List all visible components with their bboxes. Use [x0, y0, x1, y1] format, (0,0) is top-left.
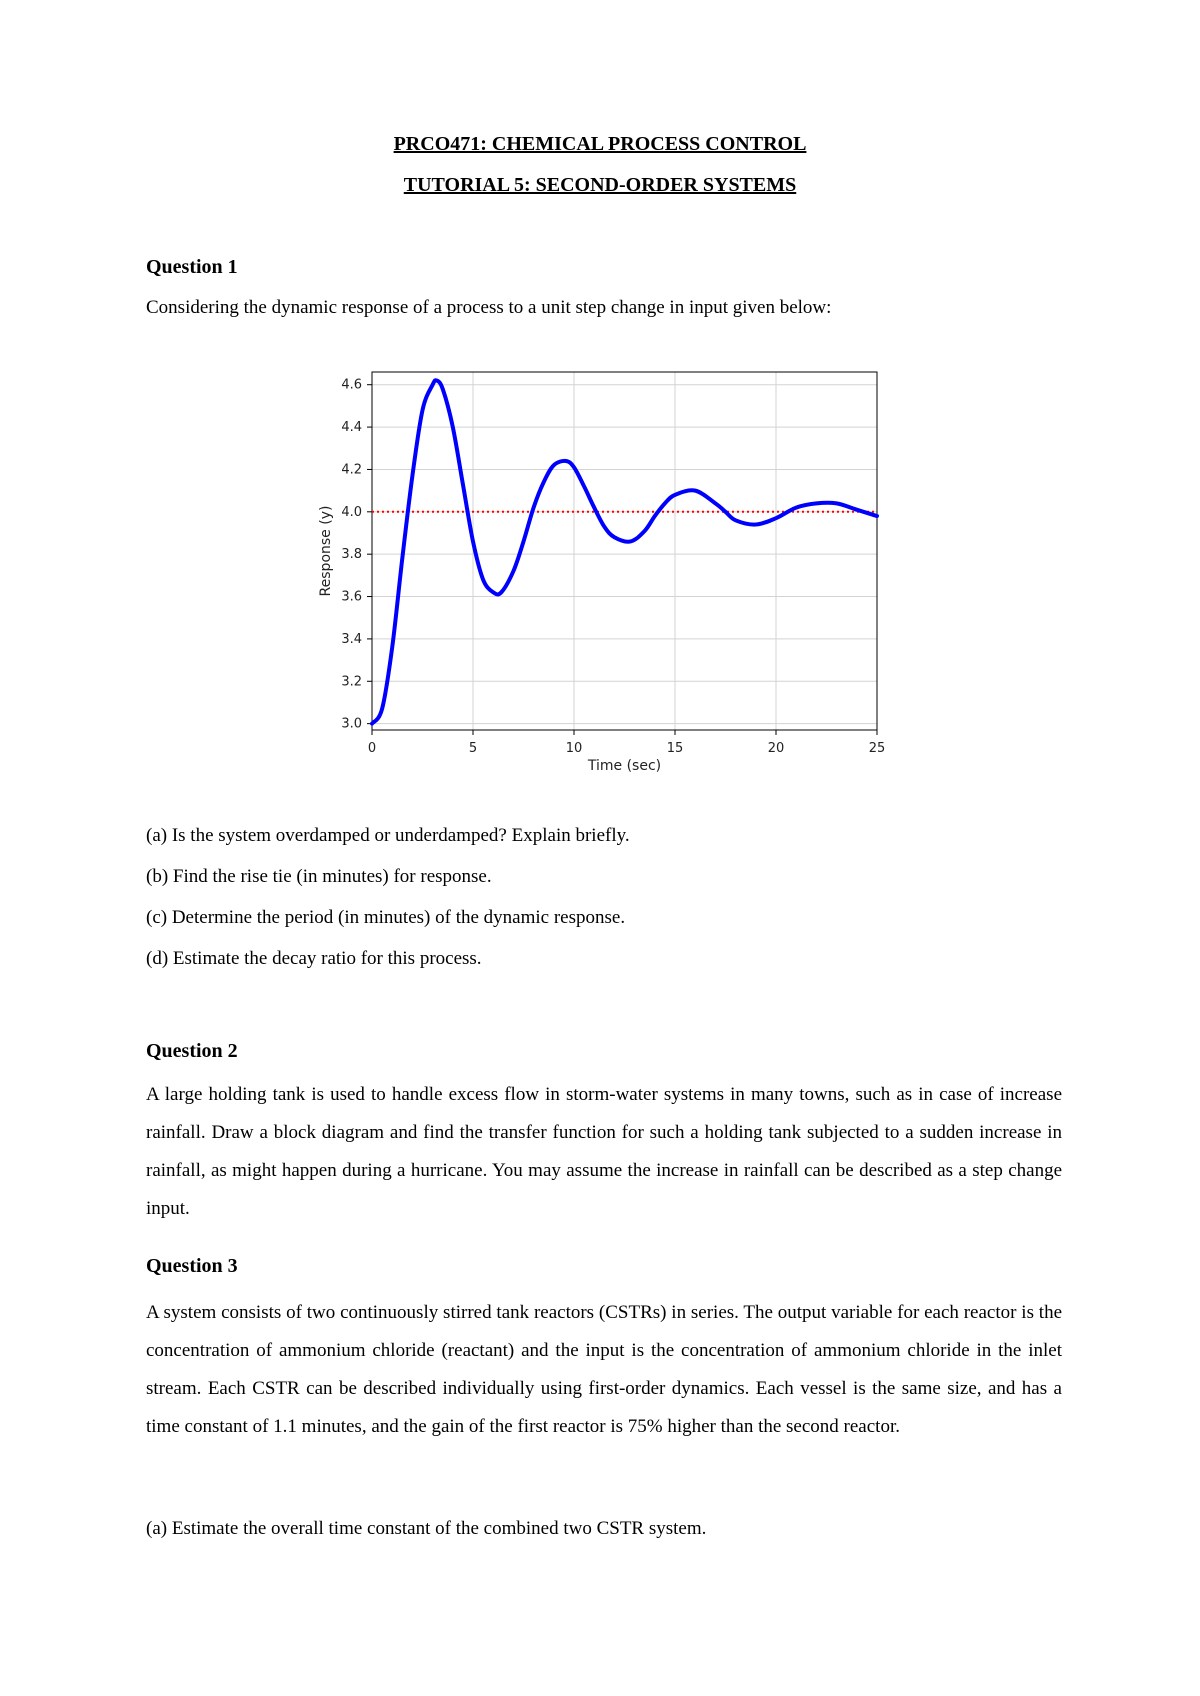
plot-frame — [372, 372, 877, 730]
question-2-text: A large holding tank is used to handle excess flow in storm-water systems in many towns, such as in case of increase rainfall. Draw a block diagram and find the transfer function for such a holding tank subjected to a sudden increase in rainfall, as might happen during a hurricane. You may assume the increase in rainfall can be described as a step change input. — [146, 1084, 1062, 1219]
y-tick-label: 4.2 — [341, 462, 362, 478]
question-1-part-d: (d) Estimate the decay ratio for this process. — [146, 948, 482, 969]
x-tick-label: 5 — [468, 741, 478, 756]
question-1-part-a: (a) Is the system overdamped or underdamped? Explain briefly. — [146, 825, 630, 846]
question-3-part-a: (a) Estimate the overall time constant of the combined two CSTR system. — [146, 1518, 707, 1539]
x-tick-label: 15 — [666, 741, 684, 756]
tutorial-title: TUTORIAL 5: SECOND-ORDER SYSTEMS — [403, 174, 797, 196]
y-tick-label: 4.4 — [341, 420, 362, 436]
y-tick-label: 3.2 — [341, 674, 362, 690]
question-1-part-c: (c) Determine the period (in minutes) of the dynamic response. — [146, 907, 626, 928]
x-tick-label: 20 — [767, 741, 785, 756]
question-1-intro: Considering the dynamic response of a process to a unit step change in input given below: — [146, 297, 832, 318]
x-tick-label: 10 — [565, 741, 583, 756]
y-axis-label: Response (y) — [318, 505, 334, 597]
response-curve — [372, 380, 877, 724]
y-tick-label: 4.0 — [341, 504, 362, 520]
question-2-heading: Question 2 — [146, 1040, 238, 1062]
x-axis-label: Time (sec) — [587, 758, 662, 774]
question-1-part-b: (b) Find the rise tie (in minutes) for response. — [146, 866, 492, 887]
y-tick-label: 4.6 — [341, 377, 362, 393]
question-3-heading: Question 3 — [146, 1255, 238, 1277]
course-title: PRCO471: CHEMICAL PROCESS CONTROL — [393, 133, 807, 155]
y-tick-label: 3.4 — [341, 631, 362, 647]
question-3-text: A system consists of two continuously stirred tank reactors (CSTRs) in series. The output variable for each reactor is the concentration of ammonium chloride (reactant) and the input is the concentration of ammonium chloride in the inlet stream. Each CSTR can be described individually using first-order dynamics. Each vessel is the same size, and has a time constant of 1.1 minutes, and the gain of the first reactor is 75% higher than the second reactor. — [146, 1302, 1062, 1437]
response-chart — [300, 360, 886, 800]
x-tick-label: 0 — [367, 741, 377, 756]
x-tick-label: 25 — [868, 741, 886, 756]
question-1-heading: Question 1 — [146, 256, 238, 278]
y-tick-label: 3.0 — [341, 716, 362, 732]
y-tick-label: 3.6 — [341, 589, 362, 605]
y-tick-label: 3.8 — [341, 547, 362, 563]
